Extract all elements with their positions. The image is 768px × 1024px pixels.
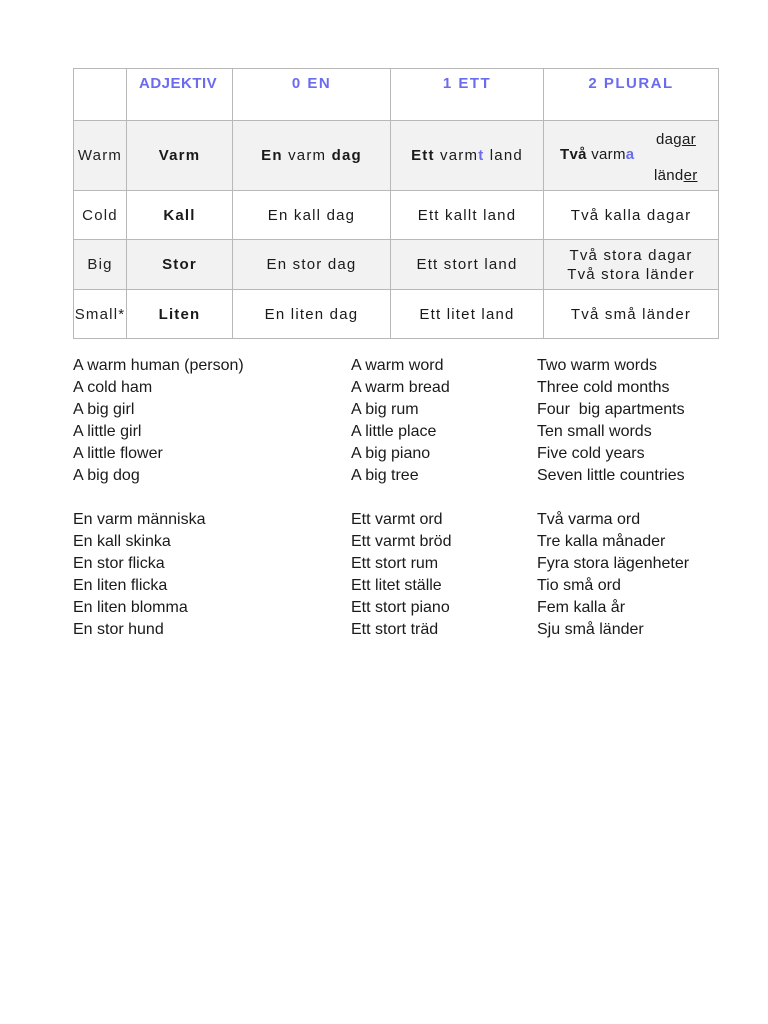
list-item: A big piano: [351, 445, 431, 462]
adjective-word: Stor: [127, 240, 233, 290]
exercise-column-plurals: [537, 355, 689, 641]
list-item: En kall skinka: [73, 533, 171, 550]
list-item: Ten small words: [537, 423, 652, 440]
list-item: Sju små länder: [537, 621, 644, 638]
header-empty-cell: [74, 69, 127, 121]
ett-adjective-stem: varm: [440, 147, 479, 164]
list-item: A warm bread: [351, 379, 450, 396]
list-item: Fem kalla år: [537, 599, 626, 616]
exercise-column-ett-words: [351, 355, 451, 641]
plural-noun-ending: ar: [681, 130, 696, 148]
plural-form: [544, 240, 719, 290]
list-item: Ett stort rum: [351, 555, 439, 572]
table-row-big: [74, 240, 719, 290]
en-adjective: varm: [288, 147, 327, 164]
ett-noun: land: [489, 147, 523, 164]
list-item: Seven little countries: [537, 467, 685, 484]
en-form: En stor dag: [233, 240, 391, 290]
plural-line: Två stora länder: [567, 265, 695, 283]
list-item: A warm human (person): [73, 357, 244, 374]
ett-form: Ett litet land: [391, 290, 544, 339]
plural-noun-ending: er: [683, 166, 698, 184]
list-item: En stor flicka: [73, 555, 165, 572]
en-form: En kall dag: [233, 191, 391, 240]
plural-form: [544, 290, 719, 339]
plural-form: [544, 121, 719, 191]
list-item: En liten blomma: [73, 599, 188, 616]
en-article: En: [261, 147, 283, 164]
list-item: En liten flicka: [73, 577, 168, 594]
en-form: En liten dag: [233, 290, 391, 339]
english-word: Small*: [74, 290, 127, 339]
ett-form: Ett kallt land: [391, 191, 544, 240]
list-item: A big rum: [351, 401, 419, 418]
header-en: 0 EN: [233, 69, 391, 121]
ett-form: [391, 121, 544, 191]
list-item: Two warm words: [537, 357, 658, 374]
list-item: Ett varmt ord: [351, 511, 443, 528]
adjective-table: [73, 68, 719, 339]
plural-ending: a: [625, 145, 635, 163]
list-item: En stor hund: [73, 621, 164, 638]
list-item: Ett stort träd: [351, 621, 439, 638]
english-word: Warm: [74, 121, 127, 191]
plural-adjective-stem: varm: [591, 145, 626, 163]
header-adjektiv: ADJEKTIV: [127, 69, 233, 121]
header-ett: 1 ETT: [391, 69, 544, 121]
adjective-word: Kall: [127, 191, 233, 240]
plural-article: Två: [560, 145, 587, 163]
list-item: A little girl: [73, 423, 142, 440]
ett-form: Ett stort land: [391, 240, 544, 290]
list-item: Tre kalla månader: [537, 533, 666, 550]
list-item: A little flower: [73, 445, 163, 462]
ett-ending: t: [478, 147, 485, 164]
table-row-cold: [74, 191, 719, 240]
list-item: En varm människa: [73, 511, 206, 528]
header-row: [74, 69, 719, 121]
table-row-small: [74, 290, 719, 339]
list-item: A big dog: [73, 467, 140, 484]
list-item: A big tree: [351, 467, 419, 484]
exercise-column-en-words: [73, 355, 244, 641]
list-item: Four big apartments: [537, 401, 685, 418]
plural-line: Två små länder: [570, 305, 692, 323]
list-item: Five cold years: [537, 445, 645, 462]
en-noun: dag: [331, 147, 362, 164]
table-row-warm: [74, 121, 719, 191]
list-item: Ett varmt bröd: [351, 533, 452, 550]
list-item: Tio små ord: [537, 577, 621, 594]
list-item: Three cold months: [537, 379, 670, 396]
plural-noun-stem: länd: [654, 166, 684, 184]
en-form: [233, 121, 391, 191]
list-item: Ett litet ställe: [351, 577, 442, 594]
adjective-word: Varm: [127, 121, 233, 191]
adjective-word: Liten: [127, 290, 233, 339]
ett-article: Ett: [411, 147, 435, 164]
list-item: A warm word: [351, 357, 444, 374]
plural-noun-stem: dag: [656, 130, 682, 148]
list-item: Två varma ord: [537, 511, 641, 528]
plural-line: Två stora dagar: [569, 246, 693, 264]
english-word: Big: [74, 240, 127, 290]
english-word: Cold: [74, 191, 127, 240]
plural-line: Två kalla dagar: [570, 206, 692, 224]
list-item: Fyra stora lägenheter: [537, 555, 690, 572]
header-plural: 2 PLURAL: [544, 69, 719, 121]
plural-form: [544, 191, 719, 240]
list-item: Ett stort piano: [351, 599, 450, 616]
list-item: A little place: [351, 423, 437, 440]
list-item: A big girl: [73, 401, 135, 418]
list-item: A cold ham: [73, 379, 153, 396]
